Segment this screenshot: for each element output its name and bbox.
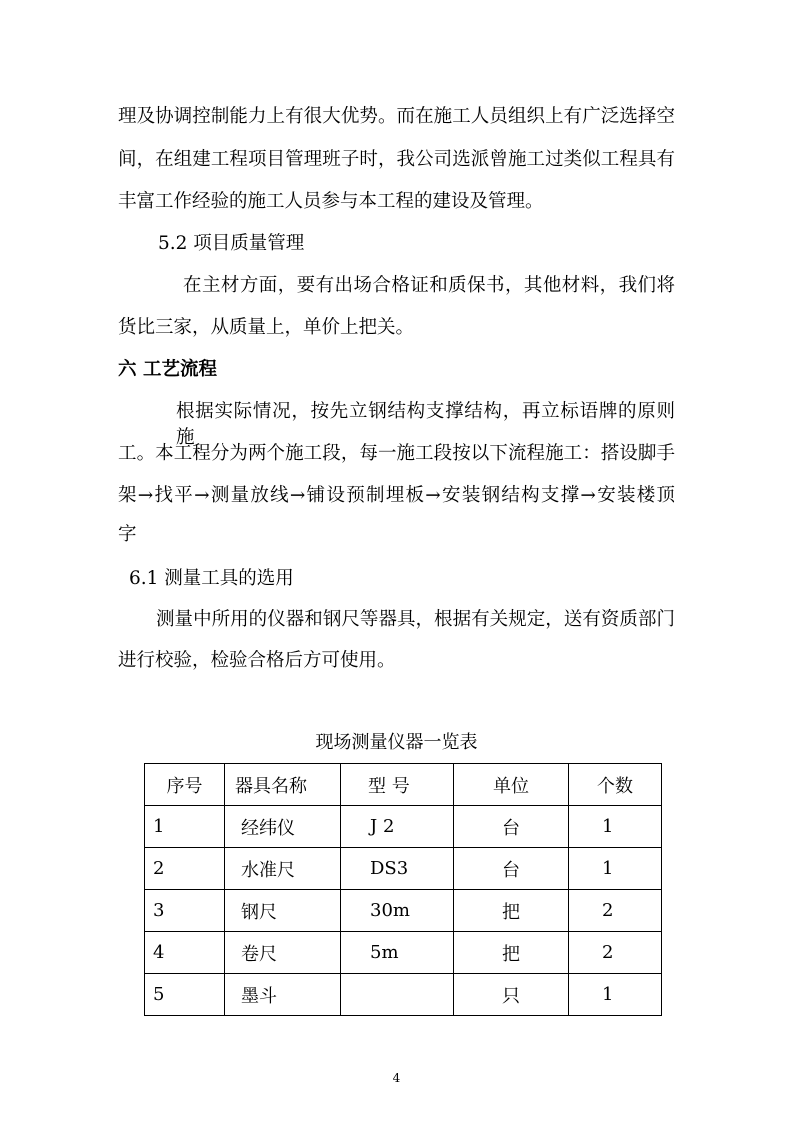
text-line: 测量中所用的仪器和钢尺等器具，根据有关规定，送有资质部门 (156, 609, 675, 630)
cell-unit: 把 (454, 890, 569, 932)
cell-count: 2 (569, 932, 662, 974)
table-row (145, 974, 662, 1016)
header-model: 型 号 (341, 764, 454, 806)
text-line: 货比三家，从质量上，单价上把关。 (118, 317, 415, 338)
table-header-row (145, 764, 662, 806)
cell-unit: 只 (454, 974, 569, 1016)
cell-unit: 把 (454, 932, 569, 974)
cell-index: 4 (145, 932, 225, 974)
table-row (145, 848, 662, 890)
text-line: 进行校验，检验合格后方可使用。 (118, 650, 396, 671)
text-line: 间，在组建工程项目管理班子时，我公司选派曾施工过类似工程具有 (118, 149, 675, 170)
page-number: 4 (392, 1071, 401, 1085)
text-line: 架→找平→测量放线→铺设预制埋板→安装钢结构支撑→安装楼顶 (118, 485, 675, 506)
cell-name: 经纬仪 (225, 806, 341, 848)
cell-model (341, 974, 454, 1016)
text-line: 理及协调控制能力上有很大优势。而在施工人员组织上有广泛选择空 (118, 106, 675, 127)
cell-index: 3 (145, 890, 225, 932)
text-line: 丰富工作经验的施工人员参与本工程的建设及管理。 (118, 191, 544, 212)
cell-name: 卷尺 (225, 932, 341, 974)
cell-count: 1 (569, 974, 662, 1016)
text-line: 根据实际情况，按先立钢结构支撑结构，再立标语牌的原则施 (176, 401, 675, 448)
cell-model: J 2 (341, 806, 454, 848)
table-row (145, 932, 662, 974)
table-caption: 现场测量仪器一览表 (315, 732, 478, 753)
cell-count: 2 (569, 890, 662, 932)
cell-index: 1 (145, 806, 225, 848)
cell-index: 5 (145, 974, 225, 1016)
text-line: 在主材方面，要有出场合格证和质保书，其他材料，我们将 (183, 275, 675, 296)
cell-model: DS3 (341, 848, 454, 890)
instrument-table (144, 763, 662, 1016)
header-name: 器具名称 (225, 764, 341, 806)
cell-unit: 台 (454, 806, 569, 848)
header-unit: 单位 (454, 764, 569, 806)
cell-count: 1 (569, 806, 662, 848)
section-heading-5-2: 5.2 项目质量管理 (158, 233, 305, 254)
table-row (145, 806, 662, 848)
cell-model: 5m (341, 932, 454, 974)
header-count: 个数 (569, 764, 662, 806)
cell-unit: 台 (454, 848, 569, 890)
chapter-heading-6: 六 工艺流程 (118, 359, 217, 380)
cell-name: 水准尺 (225, 848, 341, 890)
table-row (145, 890, 662, 932)
cell-index: 2 (145, 848, 225, 890)
text-line: 工。本工程分为两个施工段，每一施工段按以下流程施工：搭设脚手 (118, 443, 675, 464)
header-index: 序号 (145, 764, 225, 806)
cell-model: 30m (341, 890, 454, 932)
cell-name: 钢尺 (225, 890, 341, 932)
text-line: 字 (118, 524, 137, 545)
section-heading-6-1: 6.1 测量工具的选用 (129, 568, 294, 589)
cell-name: 墨斗 (225, 974, 341, 1016)
cell-count: 1 (569, 848, 662, 890)
